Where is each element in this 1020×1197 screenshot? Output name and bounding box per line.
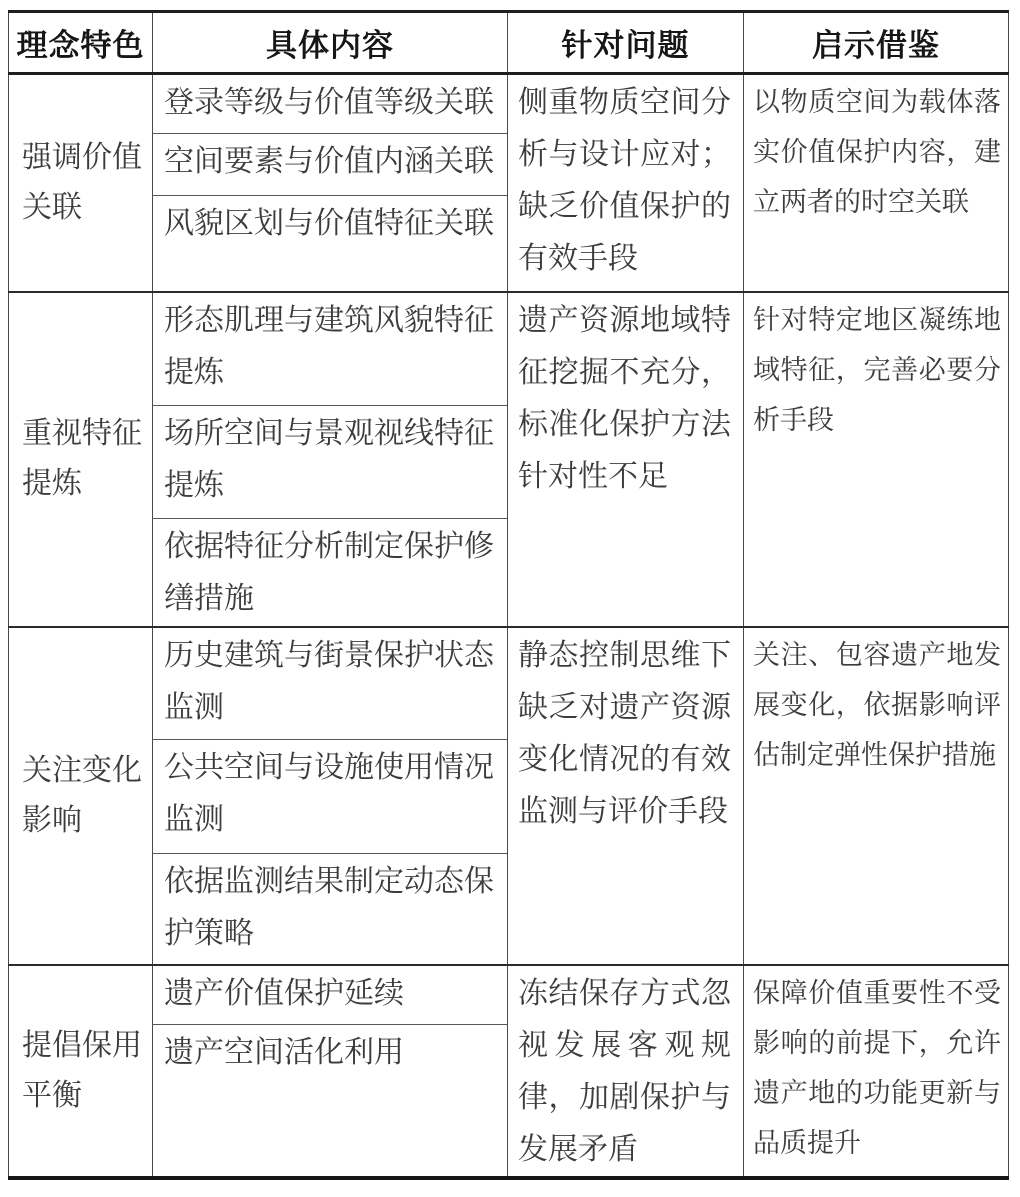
content-cell: 依据特征分析制定保护修缮措施 bbox=[153, 519, 508, 627]
feature-cell: 重视特征提炼 bbox=[22, 417, 142, 500]
row-group-4 bbox=[9, 965, 1009, 1178]
column-header-content: 具体内容 bbox=[153, 12, 508, 74]
insight-cell: 保障价值重要性不受影响的前提下，允许遗产地的功能更新与品质提升 bbox=[744, 965, 1009, 1178]
feature-cell: 关注变化影响 bbox=[22, 753, 142, 837]
insight-cell: 关注、包容遗产地发展变化，依据影响评估制定弹性保护措施 bbox=[744, 627, 1009, 965]
content-cell: 公共空间与设施使用情况监测 bbox=[153, 740, 508, 854]
insight-cell: 以物质空间为载体落实价值保护内容，建立两者的时空关联 bbox=[744, 74, 1009, 292]
table-row bbox=[9, 627, 1009, 740]
problem-cell: 冻结保存方式忽视发展客观规律，加剧保护与发展矛盾 bbox=[508, 965, 744, 1178]
table-header bbox=[9, 12, 1009, 74]
column-header-feature: 理念特色 bbox=[16, 28, 145, 63]
insight-cell: 针对特定地区凝练地域特征，完善必要分析手段 bbox=[744, 292, 1009, 627]
problem-cell: 侧重物质空间分析与设计应对；缺乏价值保护的有效手段 bbox=[508, 74, 744, 292]
content-cell: 形态肌理与建筑风貌特征提炼 bbox=[153, 292, 508, 406]
content-cell: 风貌区划与价值特征关联 bbox=[153, 196, 508, 292]
feature-cell: 强调价值关联 bbox=[22, 140, 142, 224]
content-cell: 遗产价值保护延续 bbox=[153, 965, 508, 1025]
content-cell: 遗产空间活化利用 bbox=[153, 1025, 508, 1178]
header-row bbox=[9, 12, 1009, 74]
table-row bbox=[9, 965, 1009, 1025]
content-cell: 场所空间与景观视线特征提炼 bbox=[153, 406, 508, 519]
row-group-1 bbox=[9, 74, 1009, 292]
problem-cell: 遗产资源地域特征挖掘不充分，标准化保护方法针对性不足 bbox=[508, 292, 744, 627]
table-row bbox=[9, 292, 1009, 406]
problem-cell: 静态控制思维下缺乏对遗产资源变化情况的有效监测与评价手段 bbox=[508, 627, 744, 965]
content-cell: 历史建筑与街景保护状态监测 bbox=[153, 627, 508, 740]
content-cell: 登录等级与价值等级关联 bbox=[153, 74, 508, 134]
column-header-problem: 针对问题 bbox=[508, 12, 744, 74]
row-group-2 bbox=[9, 292, 1009, 627]
content-cell: 空间要素与价值内涵关联 bbox=[153, 134, 508, 196]
table-row bbox=[9, 74, 1009, 134]
feature-cell: 提倡保用平衡 bbox=[22, 1028, 142, 1112]
column-header-insight: 启示借鉴 bbox=[744, 12, 1009, 74]
row-group-3 bbox=[9, 627, 1009, 965]
content-cell: 依据监测结果制定动态保护策略 bbox=[153, 854, 508, 965]
heritage-concepts-table bbox=[8, 10, 1009, 1180]
